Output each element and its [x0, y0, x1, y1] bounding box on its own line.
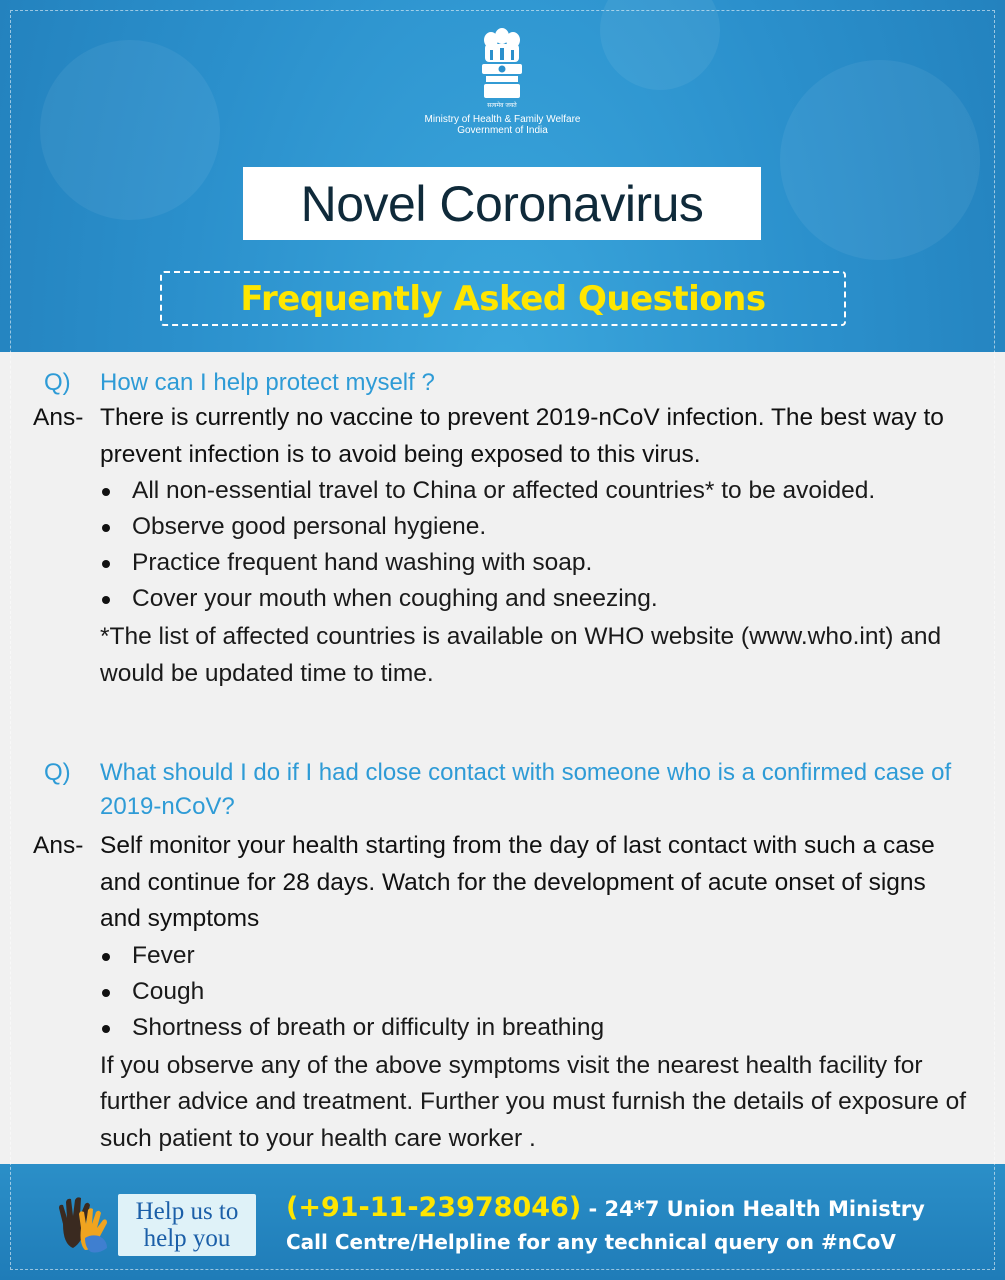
answer-marker: Ans- — [33, 832, 84, 859]
answer-bullets — [100, 940, 980, 1043]
ministry-line2: Government of India — [457, 125, 548, 136]
footer — [0, 1164, 1005, 1280]
question-row — [0, 756, 1005, 824]
question-marker: Q) — [44, 369, 71, 396]
question-row — [0, 366, 1005, 400]
helping-hands-icon — [55, 1194, 115, 1256]
faq-item-1 — [0, 366, 1005, 692]
answer-text: There is currently no vaccine to prevent 2019-nCoV infection. The best way to prevent infection is to avoid being exposed to this virus. — [100, 404, 944, 468]
answer-row — [0, 400, 1005, 473]
list-item: Cough — [100, 976, 980, 1007]
helpline-line1 — [286, 1190, 986, 1227]
answer-row — [0, 828, 1005, 938]
list-item: Practice frequent hand washing with soap. — [100, 547, 980, 578]
page-title: Novel Coronavirus — [300, 175, 704, 232]
answer-marker: Ans- — [33, 404, 84, 431]
faq-content — [0, 352, 1005, 1164]
header — [0, 0, 1005, 352]
list-item: Cover your mouth when coughing and sneezing. — [100, 583, 980, 614]
national-emblem-icon — [474, 24, 530, 110]
helpline-label: - 24*7 Union Health Ministry — [581, 1197, 925, 1221]
emblem-motto: सत्यमेव जयते — [487, 102, 517, 109]
ministry-label — [300, 114, 705, 136]
list-item: All non-essential travel to China or affected countries* to be avoided. — [100, 475, 980, 506]
question-marker: Q) — [44, 759, 71, 786]
question-text: How can I help protect myself ? — [100, 369, 435, 396]
ministry-line1: Ministry of Health & Family Welfare — [424, 114, 581, 125]
subtitle-box — [160, 271, 846, 326]
title-box — [243, 167, 761, 240]
helpline-info — [286, 1190, 986, 1257]
page-subtitle: Frequently Asked Questions — [240, 278, 766, 319]
help-line2: help you — [143, 1225, 231, 1252]
list-item: Shortness of breath or difficulty in breathing — [100, 1012, 980, 1043]
question-text: What should I do if I had close contact with someone who is a confirmed case of 2019-nCoV? — [100, 759, 952, 820]
list-item: Observe good personal hygiene. — [100, 511, 980, 542]
answer-text: Self monitor your health starting from the day of last contact with such a case and continue for 28 days. Watch for the development of acute onset of signs and symptoms — [100, 832, 935, 932]
helpline-line2: Call Centre/Helpline for any technical query on #nCoV — [286, 1230, 896, 1254]
list-item: Fever — [100, 940, 980, 971]
help-us-badge — [118, 1194, 256, 1256]
faq-item-2 — [0, 756, 1005, 1157]
help-line1: Help us to — [135, 1198, 239, 1225]
answer-note: *The list of affected countries is available on WHO website (www.who.int) and would be updated time to time. — [100, 623, 942, 687]
answer-note: If you observe any of the above symptoms visit the nearest health facility for further advice and treatment. Further you must furnish the details of exposure of such patient to your health care worker . — [100, 1051, 967, 1152]
helpline-phone: (+91-11-23978046) — [286, 1192, 582, 1223]
answer-bullets — [100, 475, 980, 614]
